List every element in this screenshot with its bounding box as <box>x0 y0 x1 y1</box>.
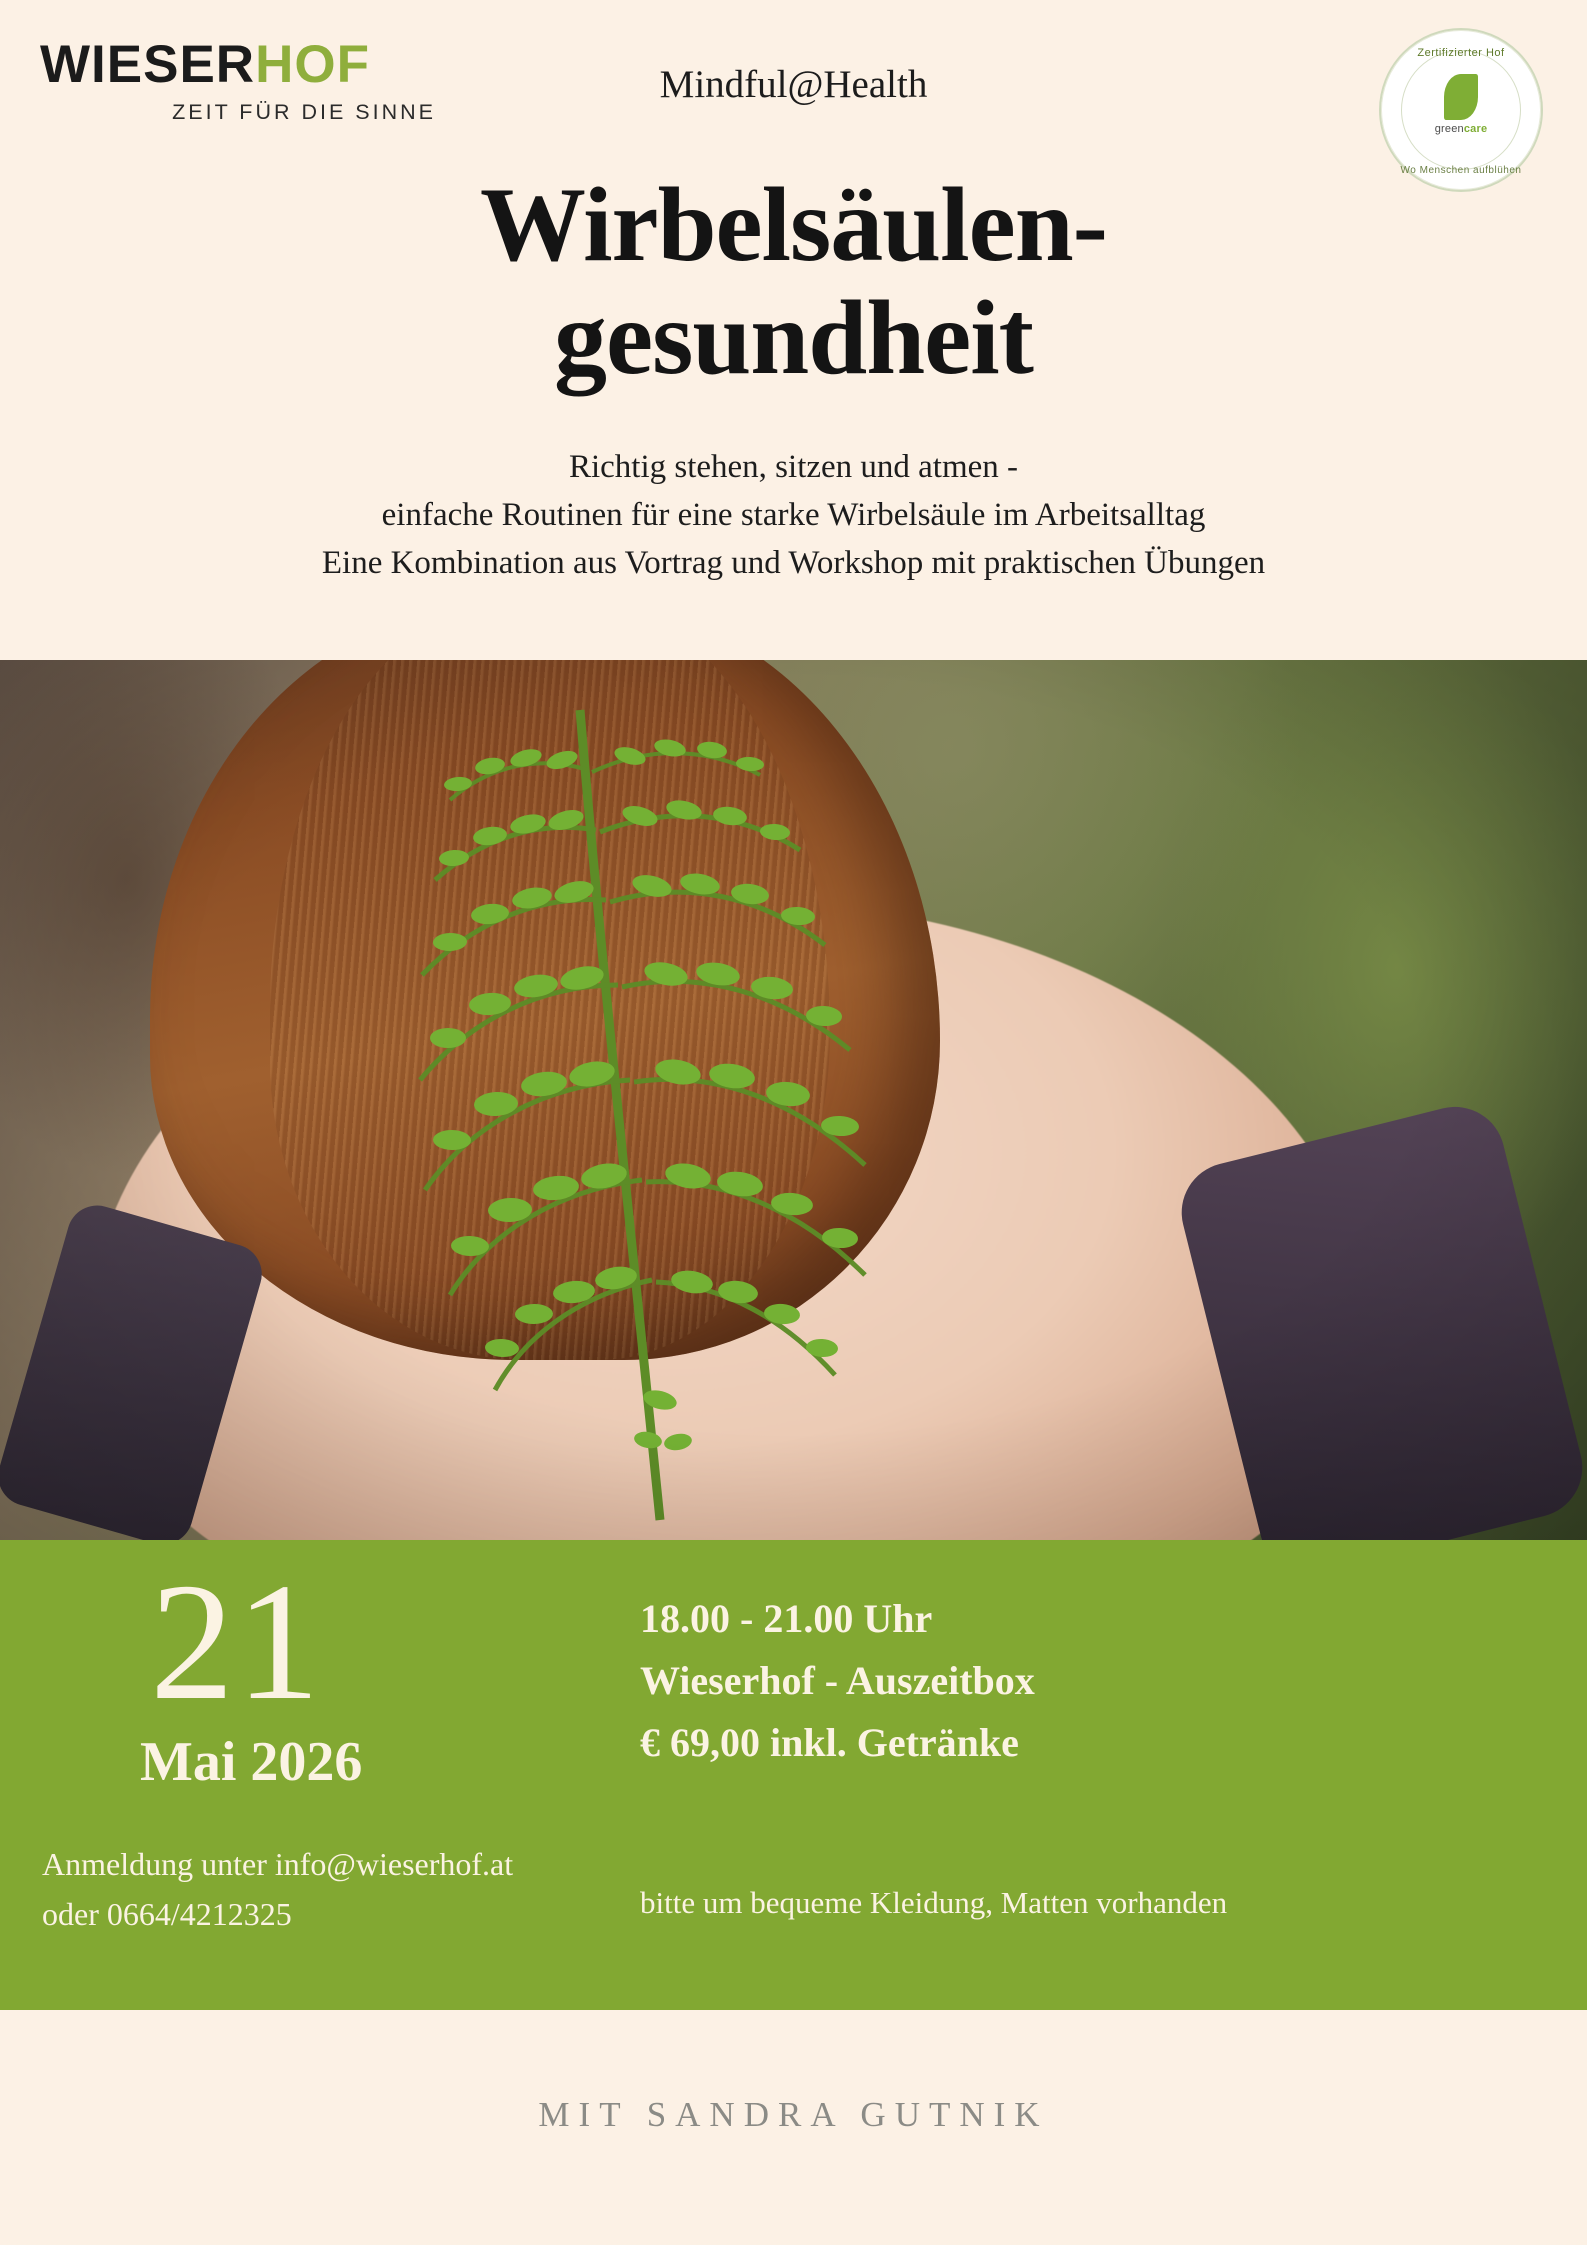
seal-top-text: Zertifizierter Hof <box>1417 47 1505 59</box>
hero-photo <box>0 660 1587 1540</box>
seal-brand-right: care <box>1463 123 1488 135</box>
leaf-icon <box>1444 74 1478 120</box>
event-location: Wieserhof - Auszeitbox <box>640 1658 1035 1703</box>
subtitle-line-2: einfache Routinen für eine starke Wirbelsäule im Arbeitsalltag <box>381 496 1206 533</box>
brand-tagline: ZEIT FÜR DIE SINNE <box>172 100 436 124</box>
event-day: 21 <box>150 1549 322 1735</box>
presenter-credit: MIT SANDRA GUTNIK <box>538 2095 1049 2134</box>
photo-vignette <box>0 660 1587 1540</box>
subtitle-line-3: Eine Kombination aus Vortrag und Workshop mit praktischen Übungen <box>321 544 1266 581</box>
registration-info <box>42 1840 513 1939</box>
event-time: 18.00 - 21.00 Uhr <box>640 1596 933 1641</box>
poster-header <box>0 0 1587 660</box>
seal-brand-left: green <box>1434 123 1464 135</box>
brand-name-primary: WIESER <box>40 35 256 94</box>
page-title-line-2: gesundheit <box>554 279 1033 397</box>
page-title-line-1: Wirbelsäulen- <box>480 166 1107 283</box>
registration-line-1: Anmeldung unter info@wieserhof.at <box>42 1846 514 1882</box>
subtitle-line-1: Richtig stehen, sitzen und atmen - <box>568 449 1019 485</box>
event-details-block <box>640 1588 1540 1774</box>
seal-bottom-text: Wo Menschen aufblühen <box>1400 165 1522 176</box>
event-note: bitte um bequeme Kleidung, Matten vorhanden <box>640 1885 1228 1920</box>
event-date-block <box>0 1540 620 2010</box>
event-month-year: Mai 2026 <box>140 1731 363 1793</box>
registration-line-2: oder 0664/4212325 <box>42 1895 292 1932</box>
event-price: € 69,00 inkl. Getränke <box>640 1720 1019 1765</box>
brand-name-accent: HOF <box>255 35 370 94</box>
event-info-band <box>0 1540 1587 2010</box>
program-kicker: Mindful@Health <box>659 63 928 106</box>
page-title <box>0 168 1587 395</box>
seal-brand-text <box>1381 123 1541 135</box>
poster-footer <box>0 2010 1587 2245</box>
page-subtitle <box>0 444 1587 588</box>
